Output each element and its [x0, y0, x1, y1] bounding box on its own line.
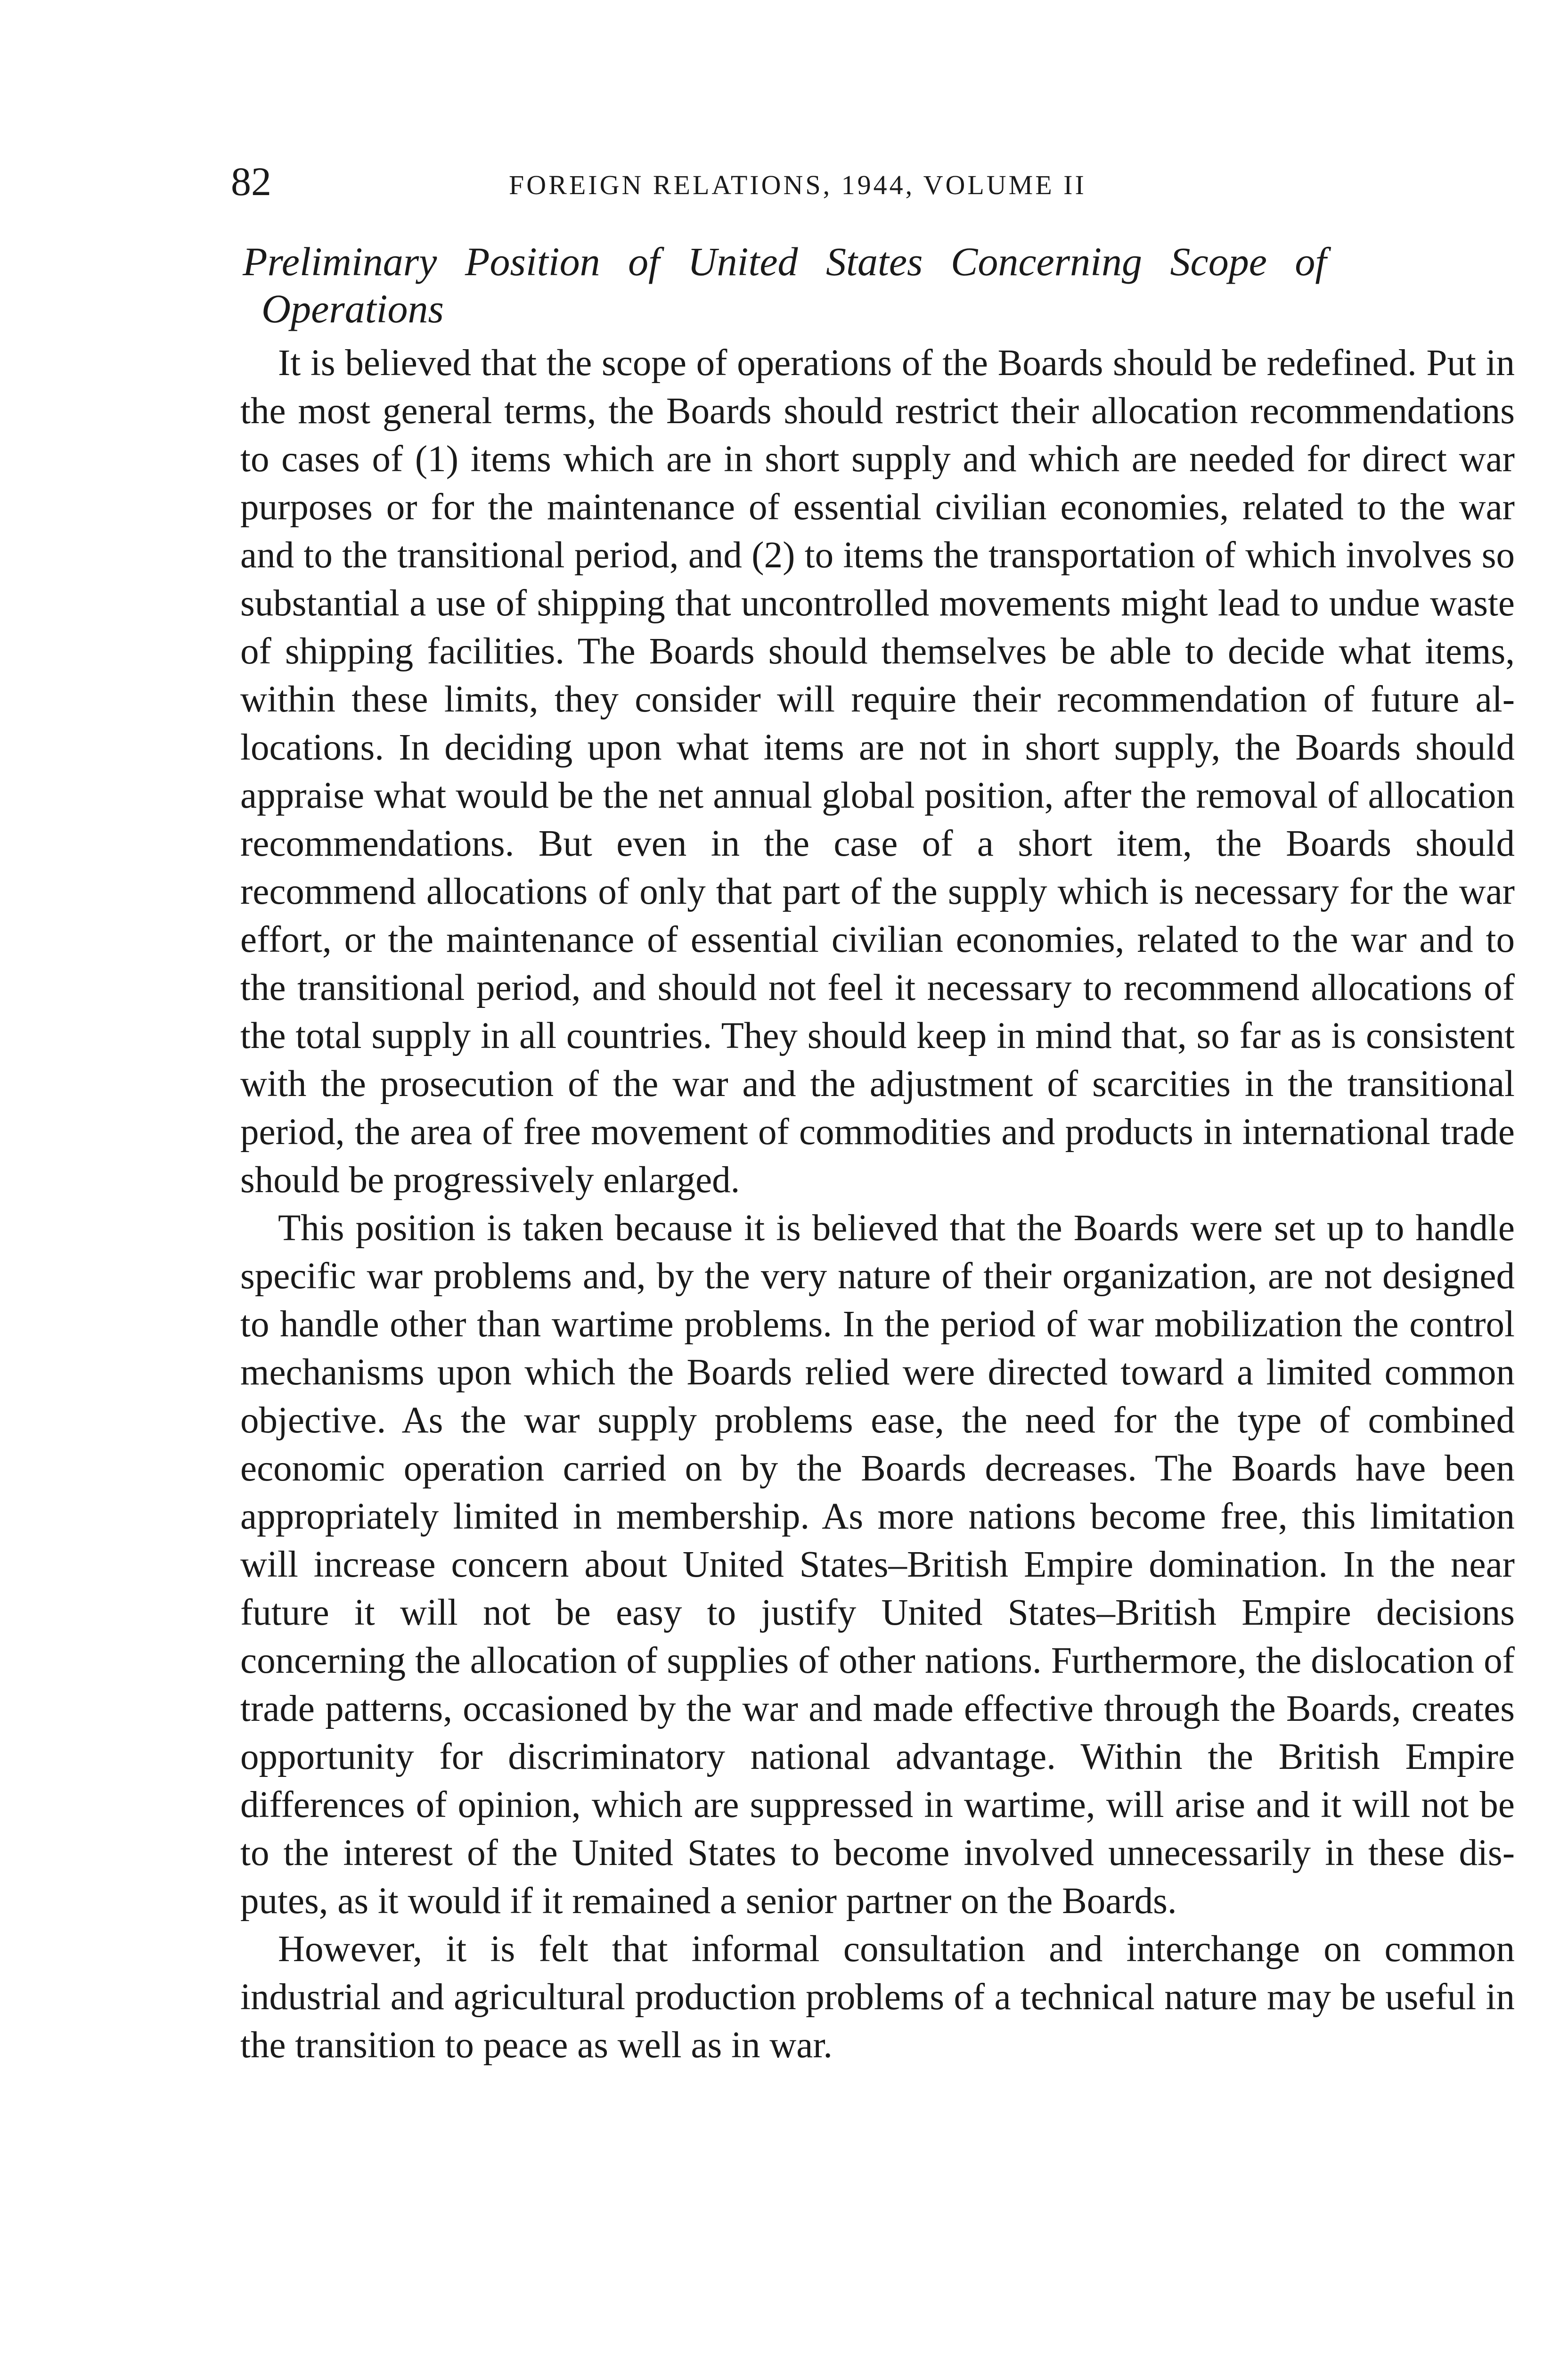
page-header	[231, 155, 1512, 207]
page-number: 82	[231, 159, 271, 204]
body-text	[240, 339, 1515, 2070]
section-heading	[243, 238, 1515, 332]
paragraph-2: This position is taken because it is believed that the Boards were set up to handle specific war problems and, by the very nature of their organization, are not designed to handle other than wartime problems. In the period of war mobilization the control mechanisms upon which the Boards relied were directed toward a limited common objective. As the war supply problems ease, the need for the type of combined economic operation carried on by the Boards decreases. The Boards have been appropriately limited in membership. As more nations become free, this limitation will increase concern about United States–British Empire domination. In the near future it will not be easy to justify United States–British Empire decisions concerning the allocation of supplies of other nations. Furthermore, the dislocation of trade patterns, occasioned by the war and made effective through the Boards, creates opportunity for discriminatory national advantage. Within the British Empire differences of opinion, which are suppressed in wartime, will arise and it will not be to the interest of the United States to become involved unnecessarily in these disputes, as it would if it remained a senior partner on the Boards.	[240, 1208, 1515, 1922]
paragraph-3: However, it is felt that informal consultation and interchange on common industrial and agricultural production problems of a technical nature may be useful in the transition to peace as well as in war.	[240, 1929, 1515, 2066]
section-heading-line-1: Preliminary Position of United States Concerning Scope of	[243, 239, 1327, 284]
section-heading-line-2: Operations	[261, 286, 444, 331]
paragraph-1: It is believed that the scope of operations of the Boards should be redefined. Put in the most general terms, the Boards should restrict their allocation recommendations to cases of (1) items which are in short supply and which are needed for direct war purposes or for the maintenance of essential civilian economies, related to the war and to the transitional period, and (2) to items the transportation of which involves so substantial a use of shipping that uncontrolled movements might lead to undue waste of shipping facilities. The Boards should themselves be able to decide what items, within these limits, they consider will require their recommendation of future allocations. In deciding upon what items are not in short supply, the Boards should appraise what would be the net annual global position, after the removal of allocation recommendations. But even in the case of a short item, the Boards should recommend allocations of only that part of the supply which is necessary for the war effort, or the maintenance of essential civilian economies, related to the war and to the transitional period, and should not feel it necessary to recommend allocations of the total supply in all countries. They should keep in mind that, so far as is consistent with the prosecution of the war and the adjustment of scarcities in the transitional period, the area of free movement of commodities and products in international trade should be progressively enlarged.	[240, 343, 1515, 1201]
running-title: FOREIGN RELATIONS, 1944, VOLUME II	[509, 170, 1086, 200]
